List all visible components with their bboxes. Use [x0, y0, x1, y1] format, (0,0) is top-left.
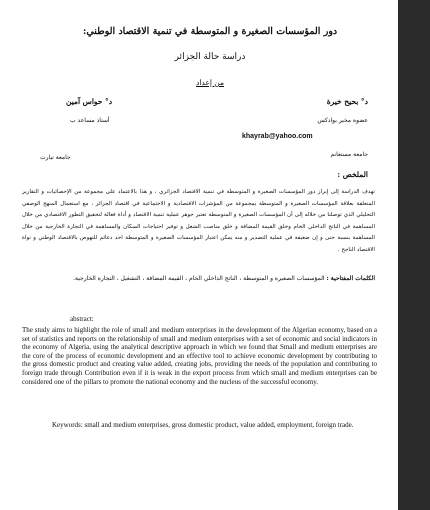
english-keywords-label: Keywords:: [52, 421, 83, 429]
prepared-by-label: من إعداد: [195, 78, 225, 87]
arabic-keywords-label: الكلمات المفتاحية :: [326, 275, 375, 282]
english-abstract-body: The study aims to highlight the role of small and medium enterprises in the development of the Algerian economy, based on a set of statistics and reports on the relationship of small and medium enterprises with a set of economic and social indicators in the economy of Algeria, using the analytical descriptive approach in which we found that Small and medium enterprises are the core of the process of economic development and an effective tool to achieve economic development by contributing to the gross domestic product and creating value added, creating jobs, providing the needs of the population and contributing to foreign trade through Contribution even if it is weak in the export process from which small and medium enterprises can be considered one of the pillars to promote the national economy and the nucleus of the successful economy.: [22, 326, 377, 386]
author1-position: عضوة مخبر بوادكس: [317, 117, 368, 124]
english-abstract-heading: abstract:: [70, 315, 94, 323]
author1-name: د° بحيح خيرة: [326, 97, 368, 106]
author2-university: جامعة تيارت: [40, 154, 71, 161]
arabic-abstract-body: تهدف الدراسة إلى إبراز دور المؤسسات الصغيرة و المتوسطة في تنمية الاقتصاد الجزائري ، و هذا بالاعتماد على مجموعة من الإحصائيات و التقارير المتعلقة بعلاقة المؤسسات الصغيرة و المتوسطة بمجموعة من المؤشرات الاقتصادية و الاجتماعية في اقتصاد الجزائر ، مع استعمال المنهج الوصفي التحليلي الذي توصلنا من خلاله إلى أن المؤسسات الصغيرة و المتوسطة تعتبر جوهر عملية تنمية الاقتصاد و أداة فعالة لتحقيق التطور الاقتصادي من خلال المساهمة في الناتج الداخلي الخام وخلق القيمة المضافة و خلق مناصب الشغل و توفير احتياجات السكان والمساهمة في التجارة الخارجية من خلال المساهمة بنسبة حتى و إن ضعيفة في عملية التصدير و منه يمكن اعتبار المؤسسات الصغيرة و المتوسطة احد دعائم للنهوض بالاقتصاد الوطني و نواة الاقتصاد الناجح .: [22, 189, 375, 253]
arabic-keywords: [22, 275, 375, 282]
author2-name: د° حواس آمين: [66, 97, 113, 106]
author1-email: khayrab@yahoo.com: [242, 133, 313, 140]
author1-university: جامعة مستغانم: [330, 151, 368, 158]
arabic-keywords-text: المؤسسات الصغيرة و المتوسطة ، الناتج الداخلي الخام ، القيمة المضافة ، التشغيل ، التجارة الخارجية.: [73, 275, 325, 282]
english-keywords: [22, 421, 377, 430]
paper-title: دور المؤسسات الصغيرة و المتوسطة في تنمية الاقتصاد الوطني:: [82, 26, 338, 37]
viewer-side-panel: [398, 0, 430, 510]
english-keywords-text: small and medium enterprises, gross domestic product, value added, employment, foreign trade.: [84, 421, 354, 429]
paper-subtitle: دراسة حالة الجزائر: [174, 52, 246, 62]
author2-position: أستاذ مساعد ب: [70, 117, 110, 124]
arabic-abstract-heading: الملخص :: [337, 170, 368, 179]
